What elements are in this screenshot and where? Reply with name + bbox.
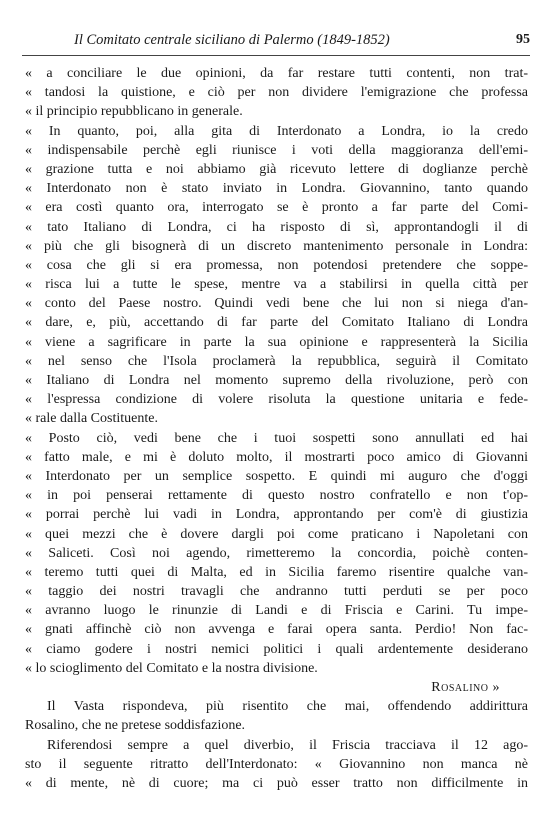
body-text (25, 64, 528, 793)
header-rule (22, 55, 530, 56)
text-line: « porrai perchè lui vadi in Londra, approntando per com'è di giustizia (25, 507, 528, 523)
text-line: « Saliceti. Così noi agendo, rimetteremo la concordia, poichè conten- (25, 545, 528, 561)
text-line: Rosalino, che ne pretese soddisfazione. (25, 718, 246, 734)
text-line: « tato Italiano di Londra, ci ha risposto di sì, approntandogli il di (25, 219, 528, 235)
text-line: « a conciliare le due opinioni, da far restare tutti contenti, non trat- (25, 66, 528, 81)
text-line: « quei mezzi che è dovere dargli poi come praticano i Napoletani con (25, 526, 528, 542)
page-number: 95 (516, 32, 530, 47)
text-line: « dare, e, più, accettando di far parte del Comitato Italiano di Londra (25, 315, 528, 331)
text-line: « nel senso che l'Isola proclamerà la repubblica, seguirà il Comitato (25, 353, 528, 369)
text-line: « Interdonato per un semplice sospetto. E quindi mi auguro che d'oggi (25, 468, 528, 484)
signature-line (25, 678, 528, 697)
text-line: « cosa che gli si era promessa, non potendosi pretendere che soppe- (25, 257, 528, 273)
text-line: « teremo tutti quei di Malta, ed in Sicilia faremo risentire qualche van- (25, 564, 528, 580)
text-line: « taggio dei nostri travagli che andranno tutti perduti se per poco (25, 584, 528, 600)
text-line: « fatto male, e mi è doluto molto, il mostrarti poco amico di Giovanni (25, 449, 528, 465)
running-header (22, 32, 530, 52)
text-line: « Posto ciò, vedi bene che i tuoi sospetti sono annullati ed hai (25, 430, 528, 446)
text-line: « conto del Paese nostro. Quindi vedi bene che lui non si niega d'an- (25, 296, 528, 312)
text-line: « Interdonato non è stato inviato in Londra. Giovannino, tanto quando (25, 181, 528, 197)
text-line: « di mente, nè di cuore; ma ci può esser tratto non difficilmente in (25, 775, 528, 791)
text-line: « più che gli bisognerà di un discreto mantenimento personale in Londra: (25, 238, 528, 254)
text-line: « indispensabile perchè egli riunisce i voti della maggioranza dell'emi- (25, 142, 528, 158)
text-line: « lo scioglimento del Comitato e la nostra divisione. (25, 660, 318, 676)
text-line: « risca lui a tutte le spese, mentre va a stabilirsi in quella città per (25, 277, 528, 293)
text-line: Il Vasta rispondeva, più risentito che mai, offendendo addirittura (47, 699, 528, 715)
text-line: « rale dalla Costituente. (25, 411, 158, 427)
text-line: « in poi penserai rettamente di questo nostro confratello e non t'op- (25, 488, 528, 504)
text-line: « tandosi la quistione, e ciò per non dividere l'emigrazione che professa (25, 85, 528, 101)
running-title: Il Comitato centrale siciliano di Palermo (1849-1852) (74, 32, 390, 48)
text-line: « era costì quanto ora, interrogato se è pronto a far parte del Comi- (25, 200, 528, 216)
text-line: « In quanto, poi, alla gita di Interdonato a Londra, io la credo (25, 123, 528, 139)
text-line: « grazione tutta e noi abbiamo già ricevuto lettere di doglianze perchè (25, 161, 528, 177)
text-line: sto il seguente ritratto dell'Interdonato: « Giovannino non manca nè (25, 756, 528, 772)
text-line: « l'espressa condizione di volere risoluta la questione unitaria e fede- (25, 392, 528, 408)
signature: Rosalino » (431, 680, 500, 695)
text-line: « Italiano di Londra nel momento supremo della rivoluzione, però con (25, 373, 528, 388)
text-line: « gnati affinchè ciò non avvenga e farai opera santa. Perdio! Non fac- (25, 622, 528, 638)
text-line: « ciamo godere i nostri nemici politici i quali ardentemente desiderano (25, 641, 528, 657)
text-line: « avranno luogo le rinunzie di Landi e di Friscia e Carini. Tu impe- (25, 603, 528, 619)
text-line: « viene a sagrificare in parte la sua opinione e rappresenterà la Sicilia (25, 334, 528, 350)
text-line: « il principio repubblicano in generale. (25, 104, 243, 120)
text-line: Riferendosi sempre a quel diverbio, il Friscia tracciava il 12 ago- (47, 737, 528, 753)
